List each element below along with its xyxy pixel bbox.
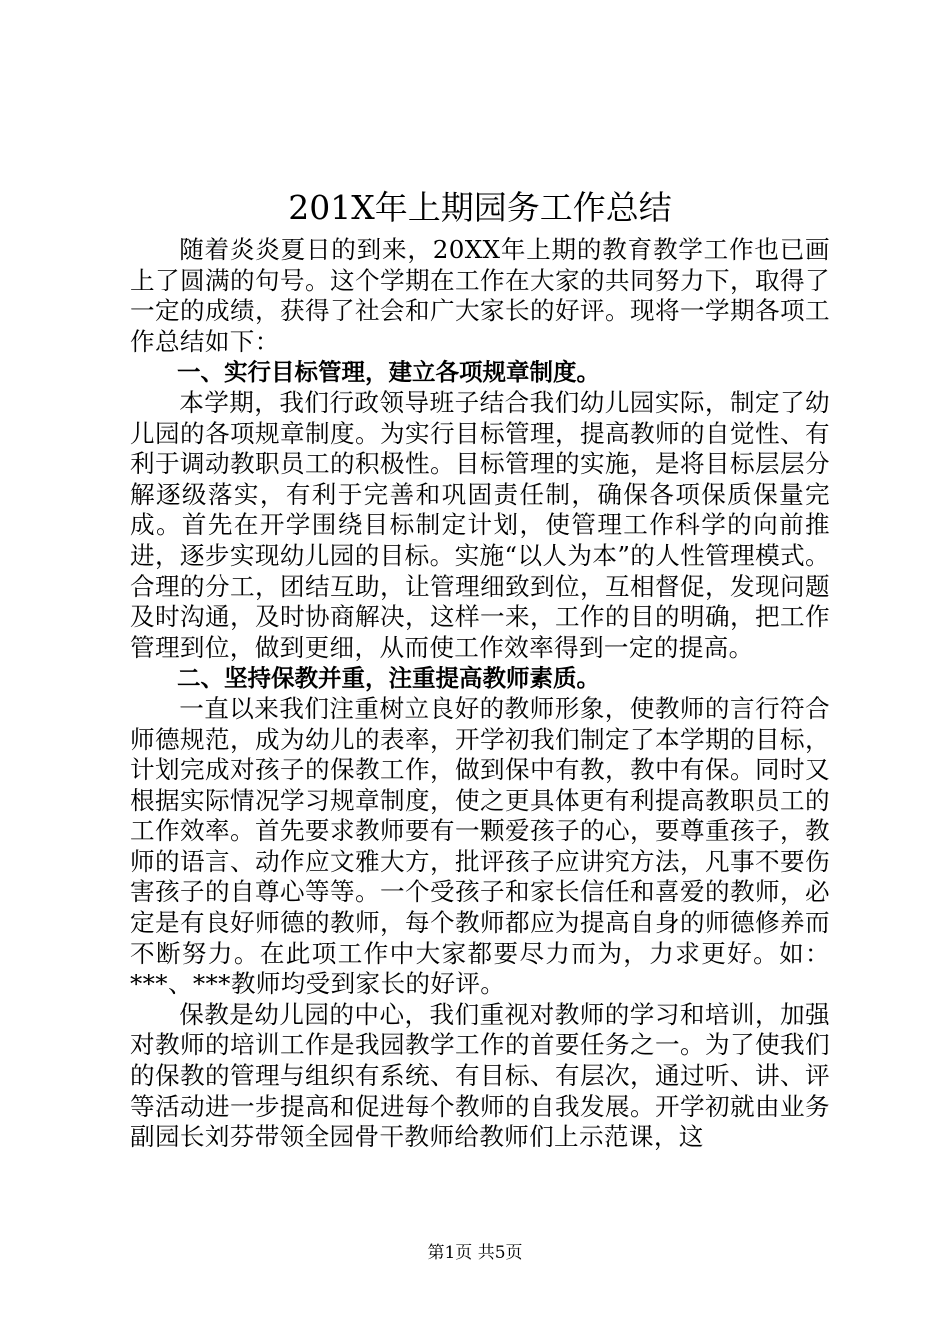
section-2-paragraph-1: 一直以来我们注重树立良好的教师形象，使教师的言行符合师德规范，成为幼儿的表率，开学初我们制定了本学期的目标，计划完成对孩子的保教工作，做到保中有教，教中有保。同时又根据实际情况学习规章制度，使之更具体更有利提高教职员工的工作效率。首先要求教师要有一颗爱孩子的心，要尊重孩子，教师的语言、动作应文雅大方，批评孩子应讲究方法，凡事不要伤害孩子的自尊心等等。一个受孩子和家长信任和喜爱的教师，必定是有良好师德的教师，每个教师都应为提高自身的师德修养而不断努力。在此项工作中大家都要尽力而为，力求更好。如：***、***教师均受到家长的好评。 [130, 693, 830, 999]
document-body [130, 235, 830, 1153]
section-1-paragraph: 本学期，我们行政领导班子结合我们幼儿园实际，制定了幼儿园的各项规章制度。为实行目标管理，提高教师的自觉性、有利于调动教职员工的积极性。目标管理的实施，是将目标层层分解逐级落实，有利于完善和巩固责任制，确保各项保质保量完成。首先在开学围绕目标制定计划，使管理工作科学的向前推进，逐步实现幼儿园的目标。实施“以人为本”的人性管理模式。合理的分工，团结互助，让管理细致到位，互相督促，发现问题及时沟通，及时协商解决，这样一来，工作的目的明确，把工作管理到位，做到更细，从而使工作效率得到一定的提高。 [130, 387, 830, 662]
section-2-paragraph-2: 保教是幼儿园的中心，我们重视对教师的学习和培训，加强对教师的培训工作是我园教学工作的首要任务之一。为了使我们的保教的管理与组织有系统、有目标、有层次，通过听、讲、评等活动进一步提高和促进每个教师的自我发展。开学初就由业务副园长刘芬带领全园骨干教师给教师们上示范课，这 [130, 999, 830, 1152]
page-footer: 第1页 共5页 [427, 1243, 523, 1263]
intro-paragraph: 随着炎炎夏日的到来，20XX年上期的教育教学工作也已画上了圆满的句号。这个学期在工作在大家的共同努力下，取得了一定的成绩，获得了社会和广大家长的好评。现将一学期各项工作总结如下： [130, 235, 830, 356]
section-heading-1: 一、实行目标管理，建立各项规章制度。 [177, 358, 600, 387]
document-title: 201X年上期园务工作总结 [288, 188, 672, 227]
section-heading-2: 二、坚持保教并重，注重提高教师素质。 [177, 664, 600, 693]
